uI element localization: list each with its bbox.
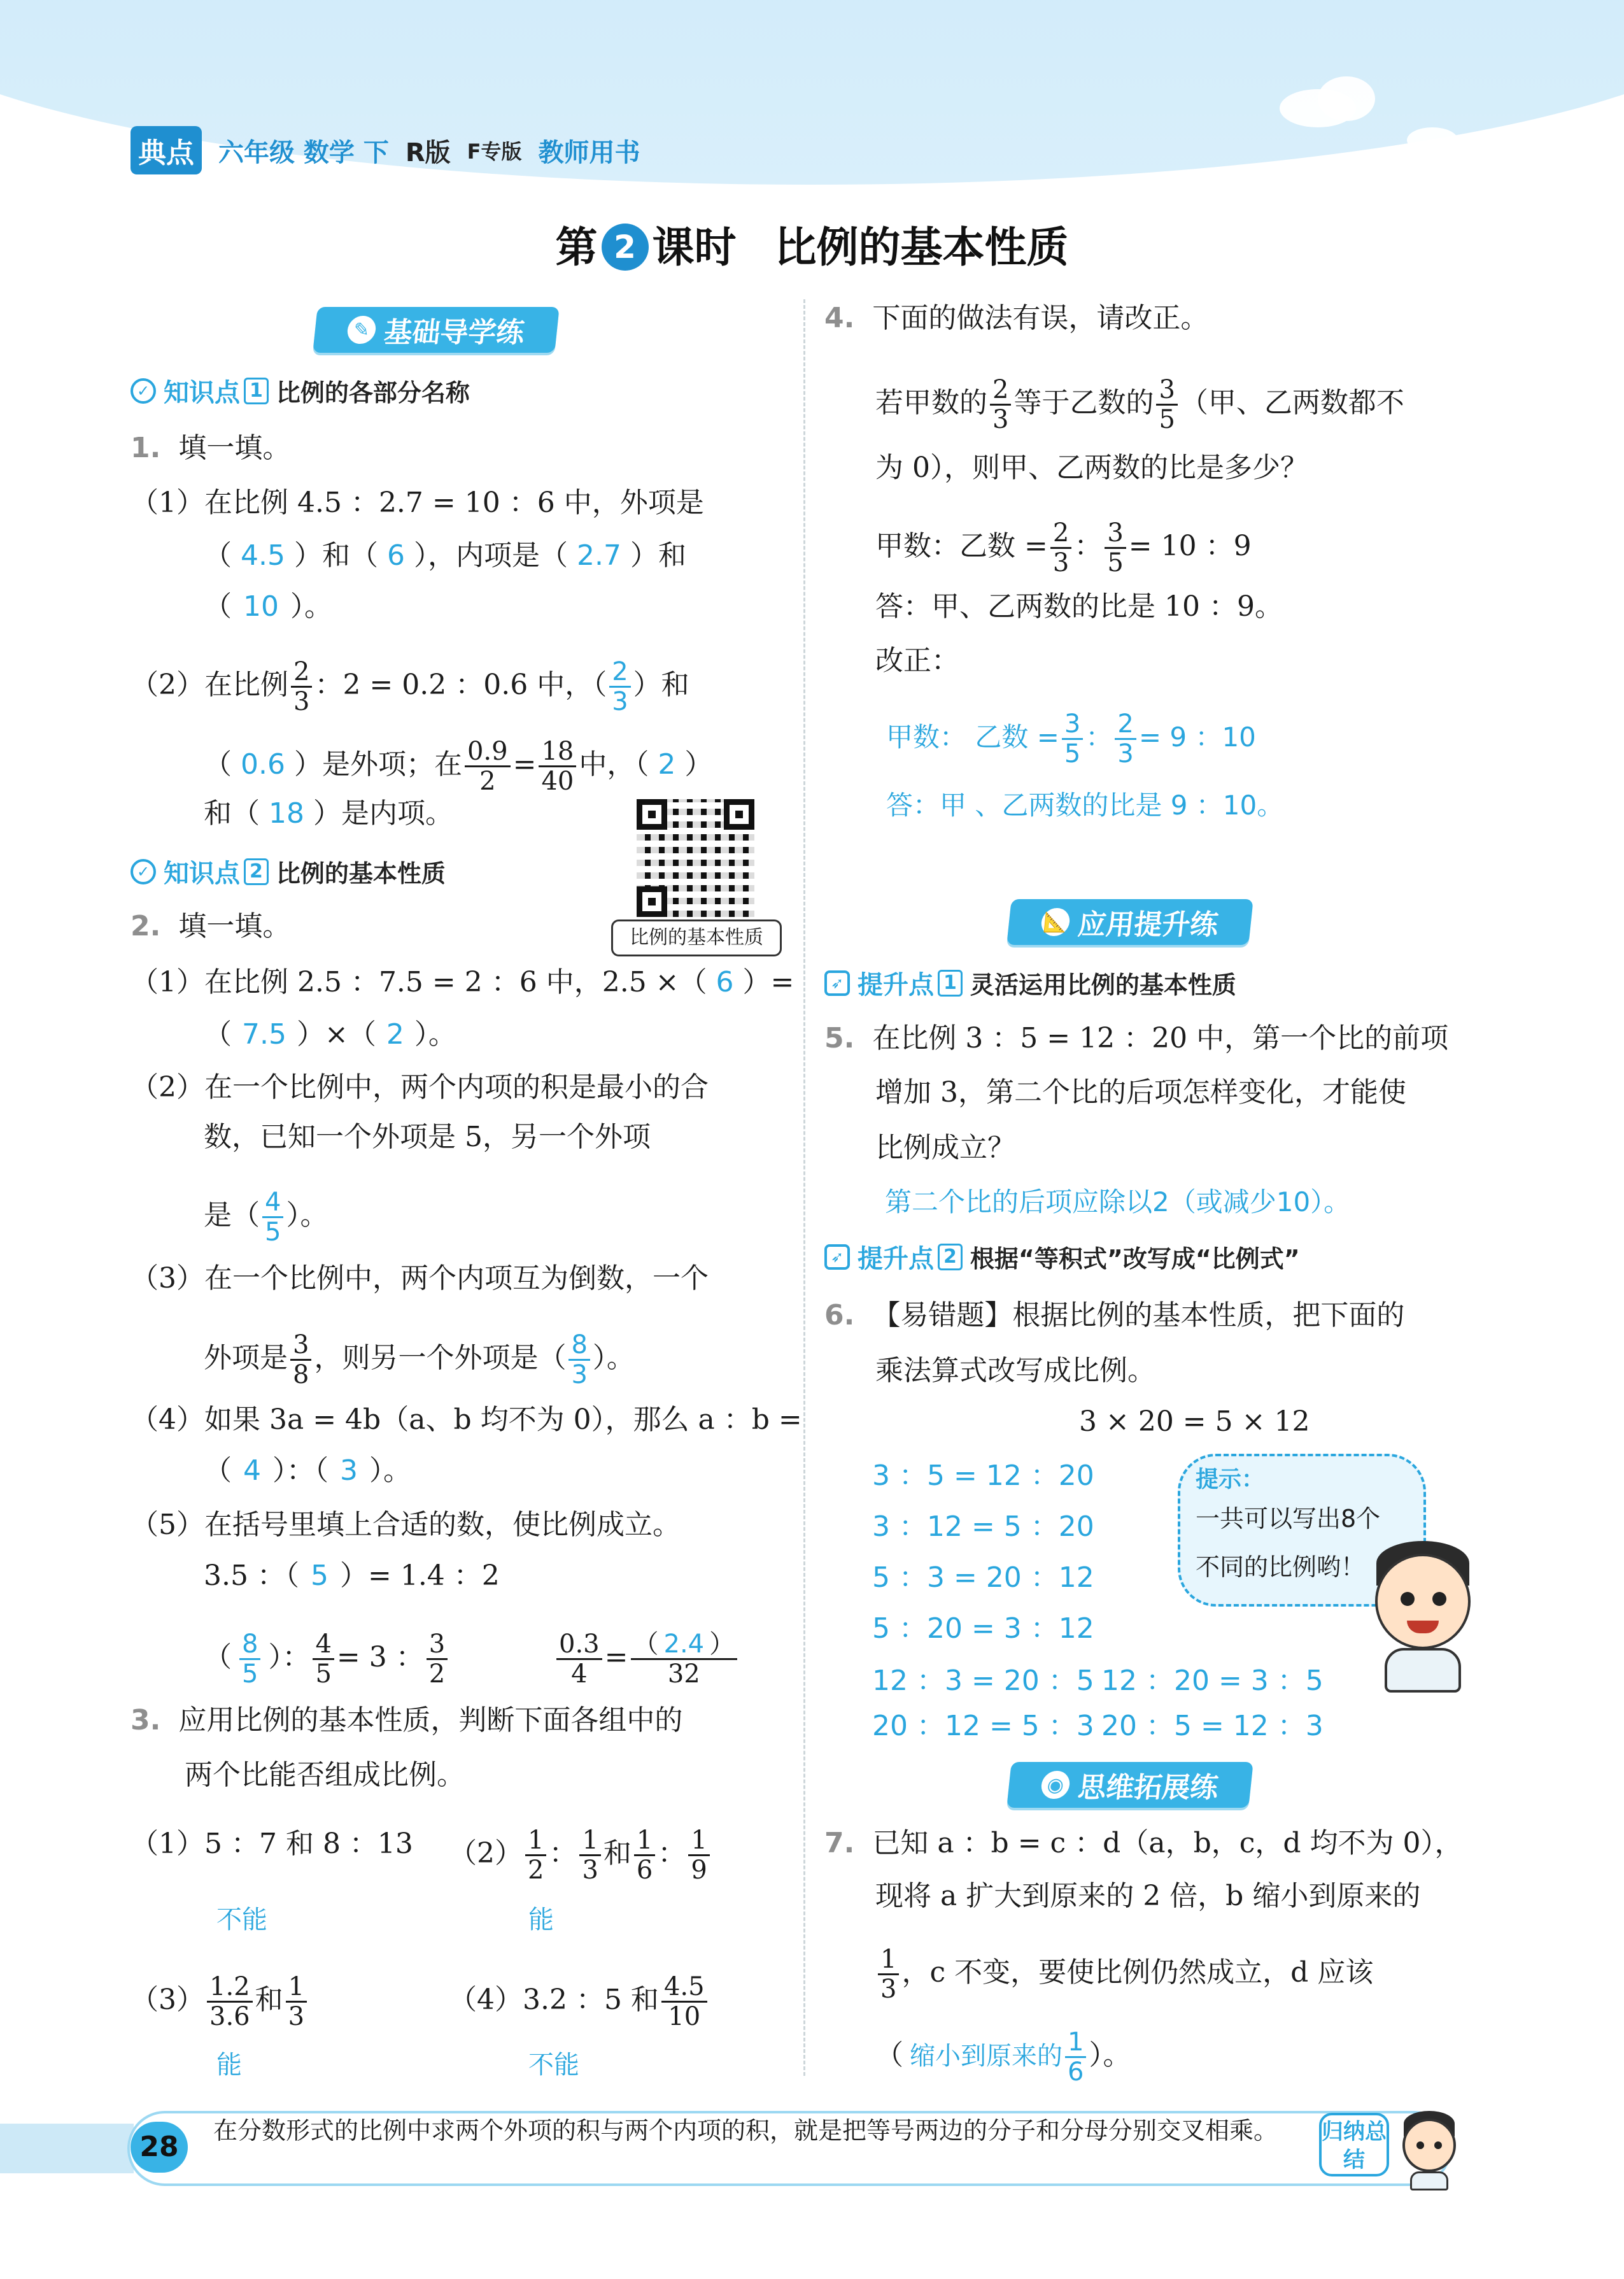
q4-line2: 为 0），则甲、乙两数的比是多少？ <box>875 451 1308 484</box>
q3-group4: （4）3.2 ：5 和 $\frac{4.5}{10}$ <box>449 1973 710 2031</box>
fraction: $\frac{0.3}{4}$ <box>556 1630 602 1688</box>
q2-part4-line2: （ 4 ）：（ 3 ）。 <box>204 1454 411 1487</box>
question-number: 4. <box>824 302 855 334</box>
title-prefix: 第 <box>555 223 598 272</box>
q3-group1-answer: 不能 <box>216 1905 267 1935</box>
q2-part2-line3: 是（ $\frac{4}{5}$ ）。 <box>204 1188 328 1247</box>
book-brand <box>131 126 640 174</box>
fraction: $\frac{1}{6}$ <box>634 1826 655 1884</box>
hint-body: 一共可以写出8个 不同的比例哟！ <box>1196 1505 1381 1581</box>
q6-answer-3: 5 ：3 = 20 ：12 <box>872 1561 1094 1594</box>
fraction: $\frac{2}{3}$ <box>1050 519 1071 577</box>
question-text: 【易错题】根据比例的基本性质，把下面的 <box>872 1299 1405 1331</box>
q3-group2-answer: 能 <box>528 1905 554 1935</box>
q6-answer-8: 20 ：5 = 12 ：3 <box>1101 1710 1324 1742</box>
q1-part2-line2: （ 0.6 ）是外项；在 $\frac{0.9}{2}$ = $\frac{18}{40}$ 中，（ 2 ） <box>204 737 713 796</box>
question-text: 下面的做法有误，请改正。 <box>872 302 1209 334</box>
question-1-heading <box>131 430 290 466</box>
lesson-name: 比例的基本性质 <box>774 223 1069 272</box>
page-header <box>0 0 1624 210</box>
training-point-1 <box>824 965 1236 1001</box>
question-number: 3. <box>131 1704 161 1736</box>
q3-group3: （3） $\frac{1.2}{3.6}$ 和 $\frac{1}{3}$ <box>131 1973 309 2031</box>
kp-tag: 知识点 <box>164 859 240 888</box>
q1-part2-line3: 和（ 18 ）是内项。 <box>204 797 453 830</box>
question-number: 7. <box>824 1827 855 1859</box>
knowledge-point-1 <box>131 373 470 409</box>
section-extend-label: 思维拓展练 <box>1076 1771 1220 1804</box>
fraction: $\frac{3}{8}$ <box>290 1331 311 1389</box>
question-text: 填一填。 <box>178 432 291 464</box>
fraction: $\frac{3}{5}$ <box>1105 519 1126 577</box>
knowledge-point-2 <box>131 853 446 890</box>
kp-text: 比例的基本性质 <box>276 860 446 888</box>
tp-text: 根据“等积式”改写成“比例式” <box>970 1245 1300 1273</box>
rocket-icon: ➶ <box>824 1244 850 1270</box>
question-7-heading <box>824 1826 1463 1861</box>
q3-group1: （1）5 ：7 和 8 ：13 <box>131 1828 413 1860</box>
q2-part1-line2: （ 7.5 ）×（ 2 ）。 <box>204 1018 456 1051</box>
section-apply-label: 应用提升练 <box>1076 909 1220 941</box>
tp-tag: 提升点 <box>858 1244 934 1274</box>
q5-line3: 比例成立？ <box>875 1132 1015 1164</box>
q2-part5-line3a: （ $\frac{8}{5}$ ）： $\frac{4}{5}$ = 3 ： $\frac{3}{2}$ <box>204 1630 450 1688</box>
answer: 2.4 <box>663 1629 705 1659</box>
check-icon: ✓ <box>131 378 156 404</box>
q2-part3-line2: 外项是 $\frac{3}{8}$ ，则另一个外项是（ $\frac{8}{3}$ ）。 <box>204 1330 635 1389</box>
answer-fraction: $\frac{2}{3}$ <box>1115 710 1136 768</box>
tp-number: 2 <box>938 1244 963 1270</box>
q6-line2: 乘法算式改写成比例。 <box>875 1354 1155 1387</box>
special-edition-label: F专版 <box>467 139 522 164</box>
fraction: $\frac{1}{3}$ <box>286 1973 307 2031</box>
page-title <box>0 213 1624 274</box>
q7-line4: （ 缩小到原来的 $\frac{1}{6}$ ）。 <box>875 2027 1131 2087</box>
brand-logo: 典点 <box>131 126 202 174</box>
question-text: 填一填。 <box>178 910 291 942</box>
answer: 6 <box>386 539 405 572</box>
compass-icon: ✎ <box>346 316 378 344</box>
q4-line1: 若甲数的 $\frac{2}{3}$ 等于乙数的 $\frac{3}{5}$ （甲、乙两数都不 <box>875 375 1404 434</box>
question-3-heading <box>131 1703 682 1738</box>
section-basic-label: 基础导学练 <box>382 316 526 349</box>
answer: 6 <box>716 966 734 998</box>
check-icon: ✓ <box>131 859 156 884</box>
q7-line3: $\frac{1}{3}$ ，c 不变，要使比例仍然成立，d 应该 <box>875 1945 1373 2003</box>
answer: 4.5 <box>241 539 285 572</box>
answer-fraction: $\frac{1}{6}$ <box>1065 2028 1086 2086</box>
question-5-heading <box>824 1021 1448 1056</box>
page-number: 28 <box>131 2122 188 2173</box>
fraction: $\frac{18}{40}$ <box>539 737 576 795</box>
question-number: 6. <box>824 1299 855 1331</box>
kid-illustration <box>1369 1541 1477 1694</box>
fraction: $\frac{1.2}{3.6}$ <box>207 1973 253 2031</box>
summary-text: 在分数形式的比例中求两个外项的积与两个内项的积，就是把等号两边的分子和分母分别交叉相乘。 <box>213 2117 1278 2145</box>
fraction: $\frac{3}{2}$ <box>427 1630 448 1688</box>
lesson-number: 2 <box>602 224 649 271</box>
cloud-icon <box>1318 76 1375 121</box>
q1-part2-line1: （2）在比例 $\frac{2}{3}$ ：2 = 0.2 ：0.6 中，（ $\frac{2}{3}$ ）和 <box>131 657 689 716</box>
question-text: 应用比例的基本性质，判断下面各组中的 <box>178 1704 683 1736</box>
q2-part5-line2: 3.5 ：（ 5 ）= 1.4 ：2 <box>204 1559 500 1592</box>
question-number: 5. <box>824 1022 855 1054</box>
q3-group3-answer: 能 <box>216 2050 242 2080</box>
question-4-heading <box>824 301 1208 336</box>
teacher-label: 教师用书 <box>538 138 640 167</box>
question-number: 2. <box>131 910 161 942</box>
answer: 缩小到原来的 <box>910 2041 1063 2071</box>
answer: 4 <box>243 1454 261 1487</box>
answer-fraction: $\frac{2}{3}$ <box>609 658 630 716</box>
answer: 7.5 <box>242 1018 286 1051</box>
q6-answer-4: 5 ：20 = 3 ：12 <box>872 1612 1094 1645</box>
fraction: $\frac{1}{9}$ <box>688 1826 709 1884</box>
fraction: $\frac{2}{3}$ <box>990 376 1011 434</box>
q3-group2: （2） $\frac{1}{2}$ ： $\frac{1}{3}$ 和 $\frac{1}{6}$ ： $\frac{1}{9}$ <box>449 1826 712 1884</box>
q2-part4-line1: （4）如果 3a = 4b（a、b 均不为 0），那么 a ：b = <box>131 1403 802 1436</box>
question-2-heading <box>131 909 290 944</box>
fraction: $\frac{1}{3}$ <box>878 1945 899 2003</box>
q2-part3-line1: （3）在一个比例中，两个内项互为倒数，一个 <box>131 1262 709 1295</box>
answer: 2 <box>658 748 676 781</box>
q6-equation: 3 × 20 = 5 × 12 <box>1079 1405 1310 1438</box>
kp-tag: 知识点 <box>164 378 240 408</box>
tp-text: 灵活运用比例的基本性质 <box>970 971 1236 999</box>
answer-fraction: $\frac{3}{5}$ <box>1062 710 1083 768</box>
answer: 5 <box>310 1559 328 1592</box>
summary-tag: 归纳总结 <box>1319 2113 1389 2176</box>
kp-number: 2 <box>244 858 269 885</box>
q5-answer: 第二个比的后项应除以2（或减少10）。 <box>885 1186 1351 1218</box>
column-divider <box>803 299 805 2076</box>
kp-text: 比例的各部分名称 <box>276 379 470 407</box>
q2-part1-line1: （1）在比例 2.5 ：7.5 = 2 ：6 中，2.5 ×（ 6 ）= <box>131 966 794 998</box>
qr-code-label: 比例的基本性质 <box>611 919 782 956</box>
question-3-line2: 两个比能否组成比例。 <box>185 1759 465 1791</box>
fraction: $\frac{0.9}{2}$ <box>465 737 511 795</box>
q6-answer-6: 12 ：20 = 3 ：5 <box>1101 1665 1324 1697</box>
q2-part2-line2: 数，已知一个外项是 5，另一个外项 <box>204 1121 651 1153</box>
fraction: $\frac{4}{5}$ <box>313 1630 334 1688</box>
answer: 2.7 <box>576 539 621 572</box>
q2-part5-line1: （5）在括号里填上合适的数，使比例成立。 <box>131 1509 681 1541</box>
kp-number: 1 <box>244 378 269 404</box>
fraction: $\frac{2}{3}$ <box>291 658 312 716</box>
question-text: 在比例 3 ：5 = 12 ：20 中，第一个比的前项 <box>872 1022 1449 1054</box>
globe-icon: ◉ <box>1040 1771 1071 1799</box>
tp-tag: 提升点 <box>858 970 934 1000</box>
rocket-icon: ➶ <box>824 970 850 996</box>
q3-group4-answer: 不能 <box>528 2050 579 2080</box>
answer: 2 <box>386 1018 404 1051</box>
section-apply-banner <box>1006 899 1253 945</box>
fraction: $\frac{1}{2}$ <box>525 1826 546 1884</box>
edition-label: R版 <box>405 138 451 167</box>
answer: 10 <box>243 590 279 623</box>
q4-fix-line2: 答：甲 、乙两数的比是 9 ：10。 <box>886 790 1284 821</box>
q4-line5: 改正： <box>875 644 959 677</box>
question-6-heading <box>824 1298 1404 1333</box>
answer: 0.6 <box>241 748 285 781</box>
q2-part2-line1: （2）在一个比例中，两个内项的积是最小的合 <box>131 1071 709 1104</box>
fraction: $\frac{3}{5}$ <box>1156 376 1177 434</box>
q4-line4: 答：甲、乙两数的比是 10 ：9。 <box>875 590 1283 623</box>
cloud-icon <box>1407 127 1458 153</box>
q6-answer-5: 12 ：3 = 20 ：5 <box>872 1665 1094 1697</box>
q4-line3: 甲数：乙数 = $\frac{2}{3}$ ： $\frac{3}{5}$ = 10 ：9 <box>875 518 1252 578</box>
question-number: 1. <box>131 432 161 464</box>
q6-answer-1: 3 ：5 = 12 ：20 <box>872 1459 1094 1492</box>
question-text: 已知 a ：b = c ：d（a，b，c，d 均不为 0）， <box>872 1827 1463 1859</box>
answer-fraction: $\frac{8}{5}$ <box>239 1630 260 1688</box>
q4-fix-line1: 甲数： 乙数 = $\frac{3}{5}$ ： $\frac{2}{3}$ = 9 ：10 <box>886 709 1256 769</box>
qr-code[interactable] <box>637 799 754 917</box>
fraction: $\frac{( 2.4 )}{32}$ <box>631 1630 738 1688</box>
answer-fraction: $\frac{4}{5}$ <box>262 1188 283 1246</box>
answer: 18 <box>269 797 304 830</box>
q2-part5-line3b: $\frac{0.3}{4}$ = $\frac{( 2.4 )}{32}$ <box>554 1630 740 1688</box>
answer: 3 <box>340 1454 358 1487</box>
q1-part1-line3: （ 10 ）。 <box>204 590 332 623</box>
section-extend-banner <box>1006 1762 1253 1808</box>
footer-side-band <box>0 2124 134 2173</box>
fraction: $\frac{1}{3}$ <box>579 1826 600 1884</box>
q5-line2: 增加 3，第二个比的后项怎样变化，才能使 <box>875 1076 1406 1109</box>
training-point-2 <box>824 1239 1300 1275</box>
tp-number: 1 <box>938 970 963 997</box>
q6-answer-2: 3 ：12 = 5 ：20 <box>872 1510 1094 1543</box>
grade-label: 六年级 数学 下 <box>218 138 389 167</box>
q7-line2: 现将 a 扩大到原来的 2 倍，b 缩小到原来的 <box>875 1880 1421 1912</box>
title-suffix: 课时 <box>652 223 737 272</box>
answer-fraction: $\frac{8}{3}$ <box>568 1331 590 1389</box>
q1-part1-line2: （ 4.5 ）和（ 6 ），内项是（ 2.7 ）和 <box>204 539 686 572</box>
q1-part1-line1: （1）在比例 4.5 ：2.7 = 10 ：6 中，外项是 <box>131 486 704 519</box>
ruler-icon: 📐 <box>1040 908 1071 936</box>
fraction: $\frac{4.5}{10}$ <box>661 1973 707 2031</box>
hint-title: 提示： <box>1196 1466 1265 1493</box>
section-basic-banner <box>313 307 560 353</box>
kid-footer-illustration <box>1397 2111 1461 2190</box>
q6-answer-7: 20 ：12 = 5 ：3 <box>872 1710 1094 1742</box>
